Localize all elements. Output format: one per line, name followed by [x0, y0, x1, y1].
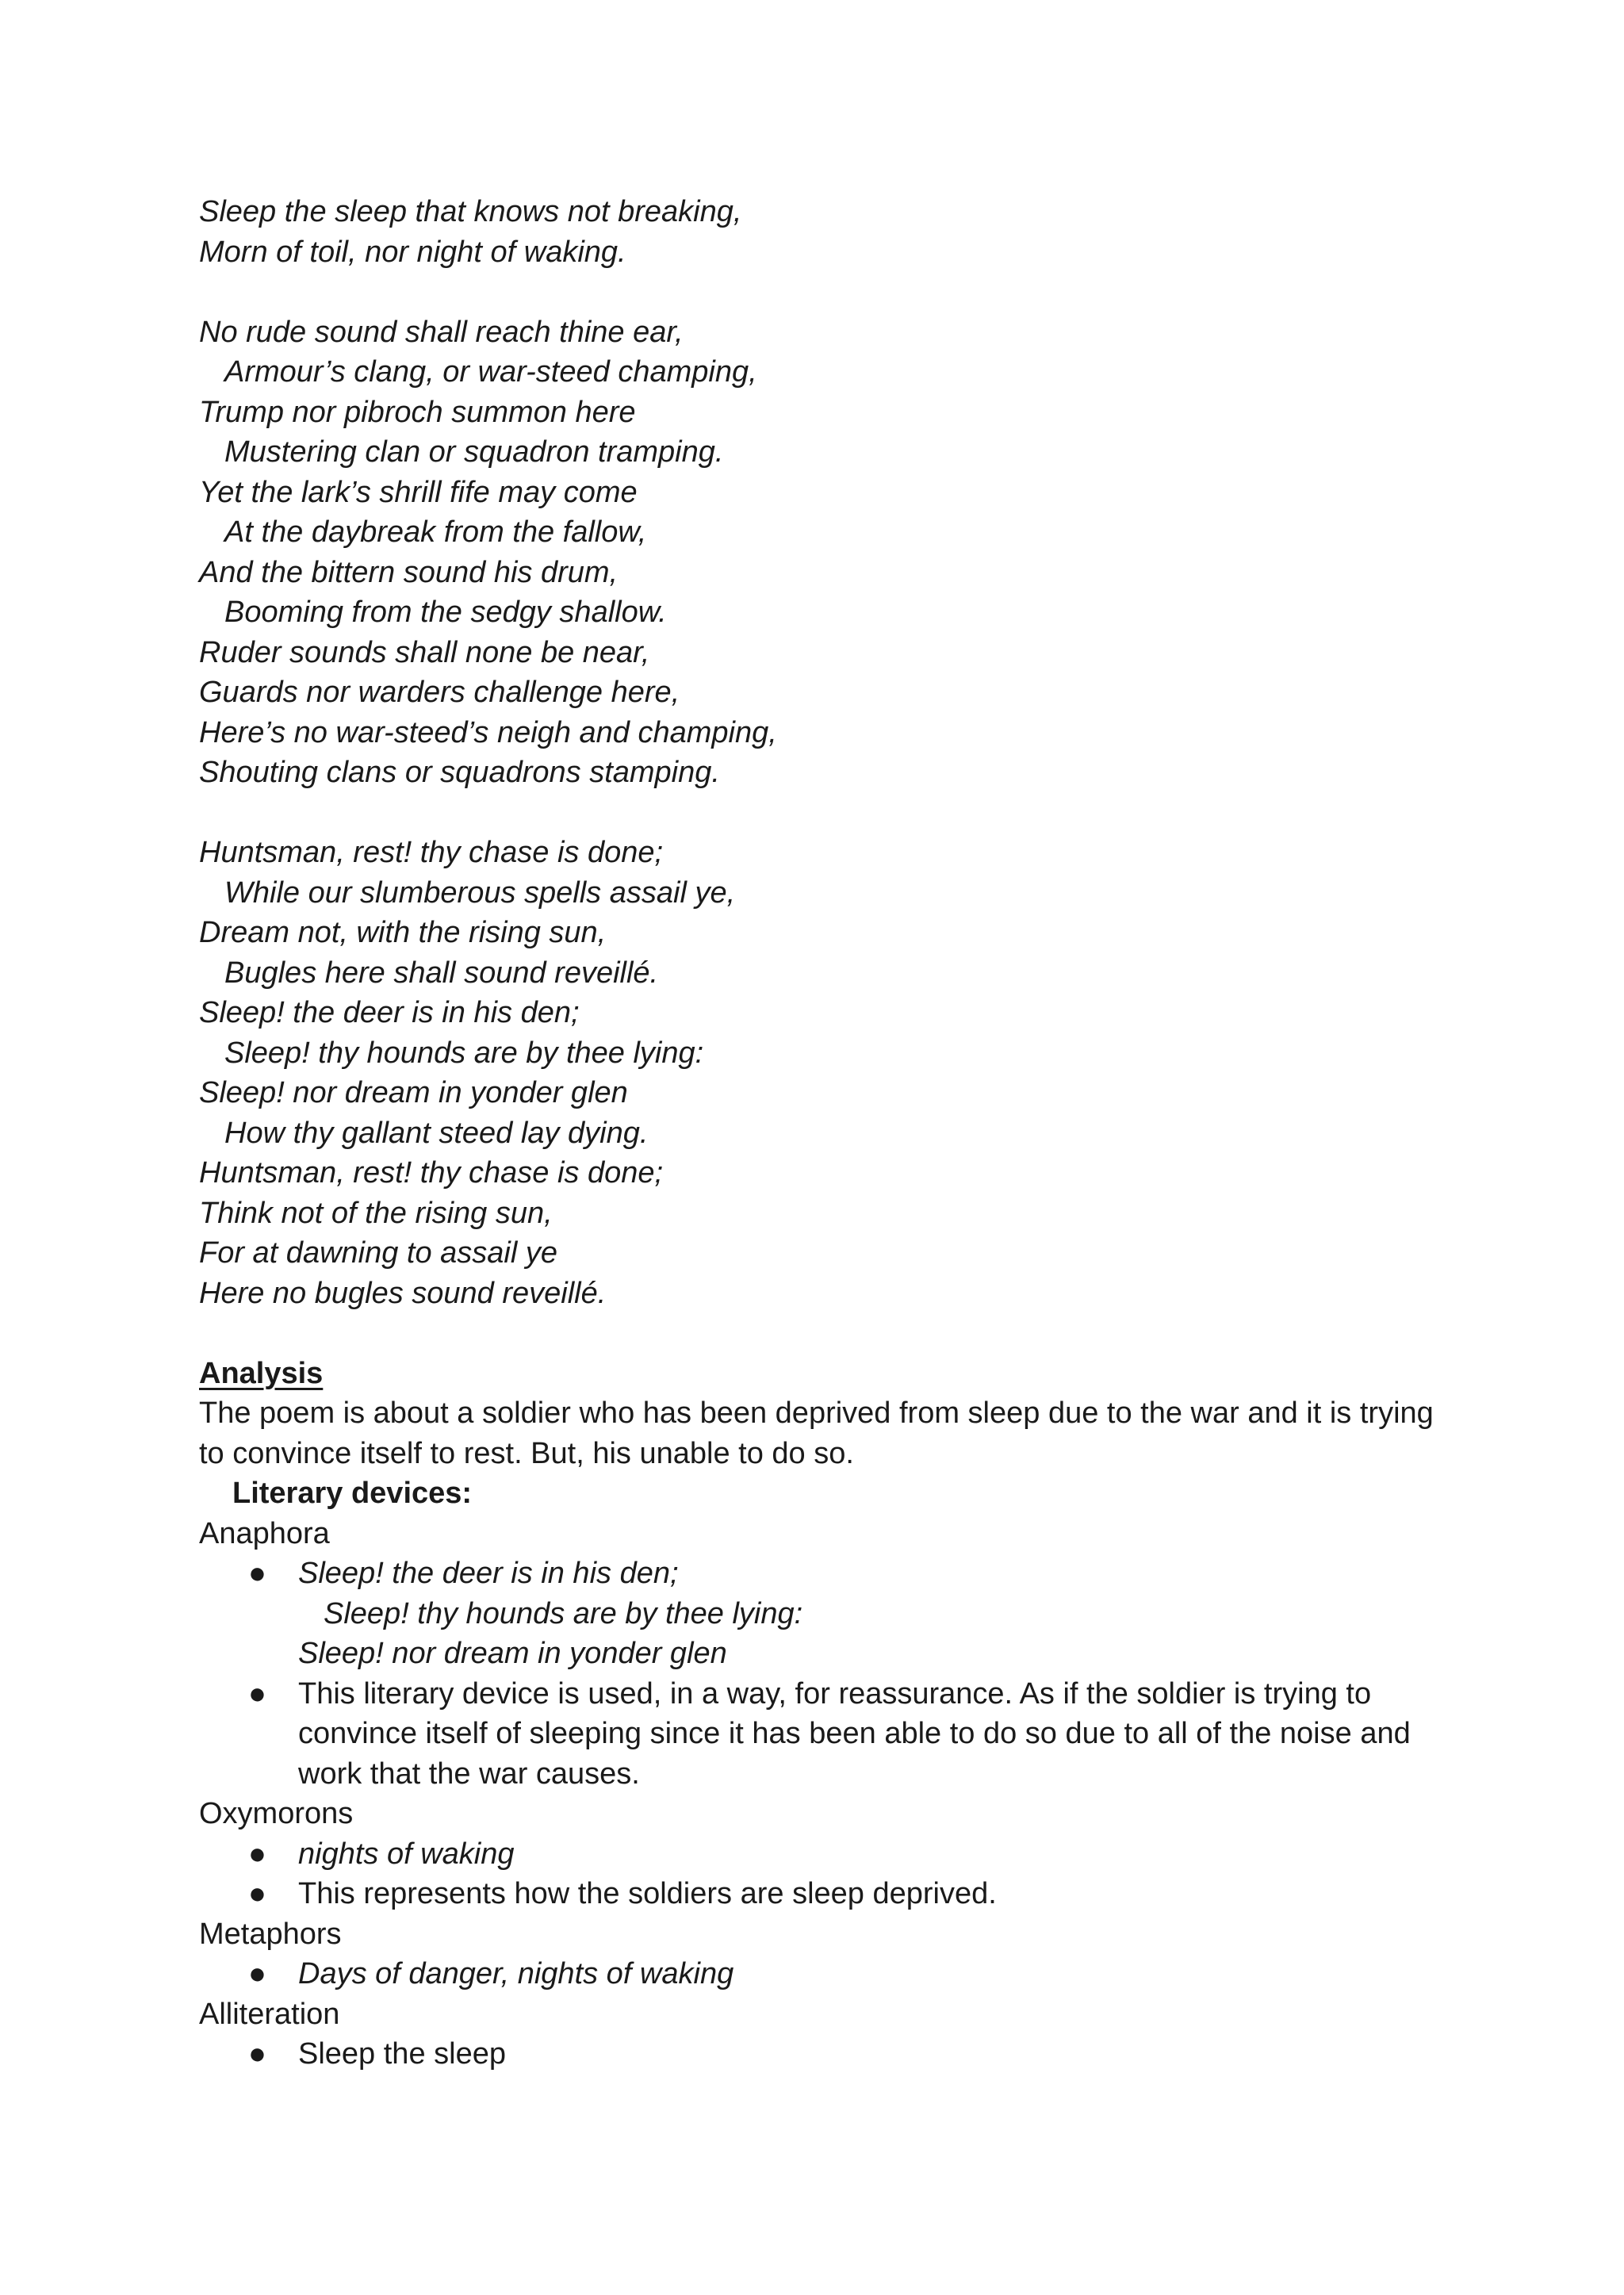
literary-devices-subheading: Literary devices: — [232, 1477, 473, 1510]
poem-line: Think not of the rising sun, — [199, 1196, 553, 1230]
bullet-icon: ● — [248, 2037, 266, 2071]
poem-line: Sleep! the deer is in his den; — [199, 996, 580, 1029]
poem-line: Dream not, with the rising sun, — [199, 916, 607, 949]
bullet-icon: ● — [248, 1957, 266, 1990]
poem-line: How thy gallant steed lay dying. — [224, 1116, 649, 1150]
device-name: Alliteration — [199, 1997, 340, 2031]
poem-line: At the daybreak from the fallow, — [224, 515, 647, 549]
list-item — [199, 1554, 1452, 1674]
bullet-icon: ● — [248, 1877, 266, 1910]
poem-line: Trump nor pibroch summon here — [199, 395, 636, 429]
poem-line: Morn of toil, nor night of waking. — [199, 235, 626, 269]
quoted-example: Days of danger, nights of waking — [298, 1957, 734, 1990]
explanation-text: This represents how the soldiers are sleep deprived. — [298, 1877, 997, 1910]
poem — [199, 192, 1452, 1313]
explanation-text: Sleep the sleep — [298, 2037, 506, 2071]
literary-devices-list — [199, 1514, 1452, 2075]
poem-line: Shouting clans or squadrons stamping. — [199, 756, 720, 789]
poem-line: For at dawning to assail ye — [199, 1236, 558, 1270]
list-item — [199, 1954, 1452, 1994]
device-examples-list — [199, 1954, 1452, 1994]
quoted-line: Sleep! the deer is in his den; — [298, 1557, 679, 1590]
device-examples-list — [199, 1834, 1452, 1914]
analysis-heading: Analysis — [199, 1356, 324, 1390]
poem-line: Sleep! thy hounds are by thee lying: — [224, 1036, 704, 1070]
bullet-icon: ● — [248, 1557, 266, 1590]
list-item — [199, 2034, 1452, 2075]
quoted-line: Sleep! nor dream in yonder glen — [298, 1637, 727, 1670]
device-examples-list — [199, 2034, 1452, 2075]
explanation-text: This literary device is used, in a way, for reassurance. As if the soldier is trying to convince itself of sleeping since it has been able to do so due to all of the noise and work that the war causes. — [298, 1676, 1411, 1791]
poem-line: Mustering clan or squadron tramping. — [224, 435, 724, 469]
poem-line: Ruder sounds shall none be near, — [199, 635, 650, 669]
poem-line: Booming from the sedgy shallow. — [224, 596, 667, 629]
device-name: Metaphors — [199, 1917, 342, 1951]
poem-stanza — [199, 312, 1452, 793]
poem-line: Here’s no war-steed’s neigh and champing, — [199, 715, 777, 749]
poem-line: Sleep! nor dream in yonder glen — [199, 1076, 628, 1109]
quoted-example: nights of waking — [298, 1837, 515, 1871]
poem-stanza — [199, 192, 1452, 272]
poem-line: And the bittern sound his drum, — [199, 555, 619, 589]
list-item — [199, 1834, 1452, 1875]
poem-line: Yet the lark’s shrill fife may come — [199, 475, 638, 509]
bullet-icon: ● — [248, 1837, 266, 1871]
bullet-icon: ● — [248, 1676, 266, 1711]
device-name: Anaphora — [199, 1516, 330, 1550]
poem-line: Armour’s clang, or war-steed champing, — [224, 355, 757, 389]
list-item — [199, 1874, 1452, 1914]
device-examples-list — [199, 1554, 1452, 1794]
poem-line: No rude sound shall reach thine ear, — [199, 315, 684, 349]
poem-line: Huntsman, rest! thy chase is done; — [199, 1156, 664, 1190]
poem-line: Bugles here shall sound reveillé. — [224, 956, 659, 990]
document-content — [199, 192, 1452, 2075]
poem-line: Guards nor warders challenge here, — [199, 676, 680, 709]
poem-line: Here no bugles sound reveillé. — [199, 1276, 607, 1310]
poem-stanza — [199, 833, 1452, 1313]
poem-line: While our slumberous spells assail ye, — [224, 875, 736, 910]
quoted-line: Sleep! thy hounds are by thee lying: — [324, 1596, 803, 1630]
analysis-paragraph: The poem is about a soldier who has been deprived from sleep due to the war and it is trying to convince itself to rest. But, his unable to do so. — [199, 1397, 1434, 1470]
poem-line: Sleep the sleep that knows not breaking, — [199, 195, 742, 228]
list-item — [199, 1674, 1452, 1795]
poem-line: Huntsman, rest! thy chase is done; — [199, 836, 664, 869]
device-name: Oxymorons — [199, 1797, 354, 1830]
